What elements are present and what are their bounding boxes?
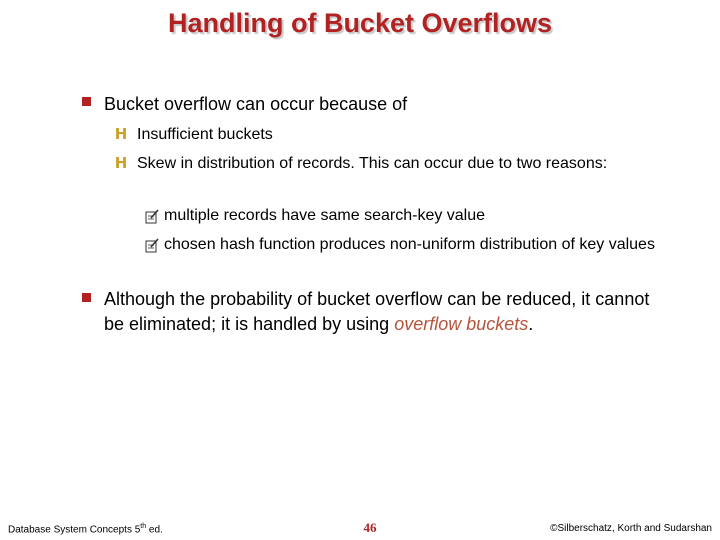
bullet-2-text — [104, 287, 664, 337]
sub-bullet-1-text: Insufficient buckets — [137, 126, 273, 143]
footer-edition-sup: th — [140, 523, 147, 530]
square-bullet-icon — [82, 97, 91, 106]
square-bullet-icon — [82, 293, 91, 302]
sub-bullet-2-text: Skew in distribution of records. This can occur due to two reasons: — [137, 155, 608, 172]
sub-sub-bullet-2-text: chosen hash function produces non-uniform distribution of key values — [164, 236, 655, 253]
bullet-2-text-before: Although the probability of bucket overflow can be reduced, it cannot be eliminated; it is handled by using — [104, 289, 650, 334]
bullet-2-text-after: . — [528, 314, 534, 334]
footer-book — [8, 523, 163, 535]
footer-book-title: Database System Concepts 5 — [8, 524, 141, 536]
bullet-1-text: Bucket overflow can occur because of — [104, 94, 408, 114]
overflow-buckets-emphasis: overflow buckets — [394, 314, 529, 334]
footer-copyright: ©Silberschatz, Korth and Sudarshan — [550, 523, 712, 534]
slide-title: Handling of Bucket Overflows — [167, 8, 553, 38]
pen-paper-bullet-icon — [145, 238, 159, 253]
sub-sub-bullet-1-text: multiple records have same search-key value — [164, 207, 486, 224]
footer-edition-suffix: ed. — [146, 524, 163, 536]
h-bullet-icon: H — [114, 154, 128, 172]
pen-paper-bullet-icon — [145, 209, 159, 224]
page-number: 46 — [363, 520, 377, 535]
h-bullet-icon: H — [114, 125, 128, 143]
